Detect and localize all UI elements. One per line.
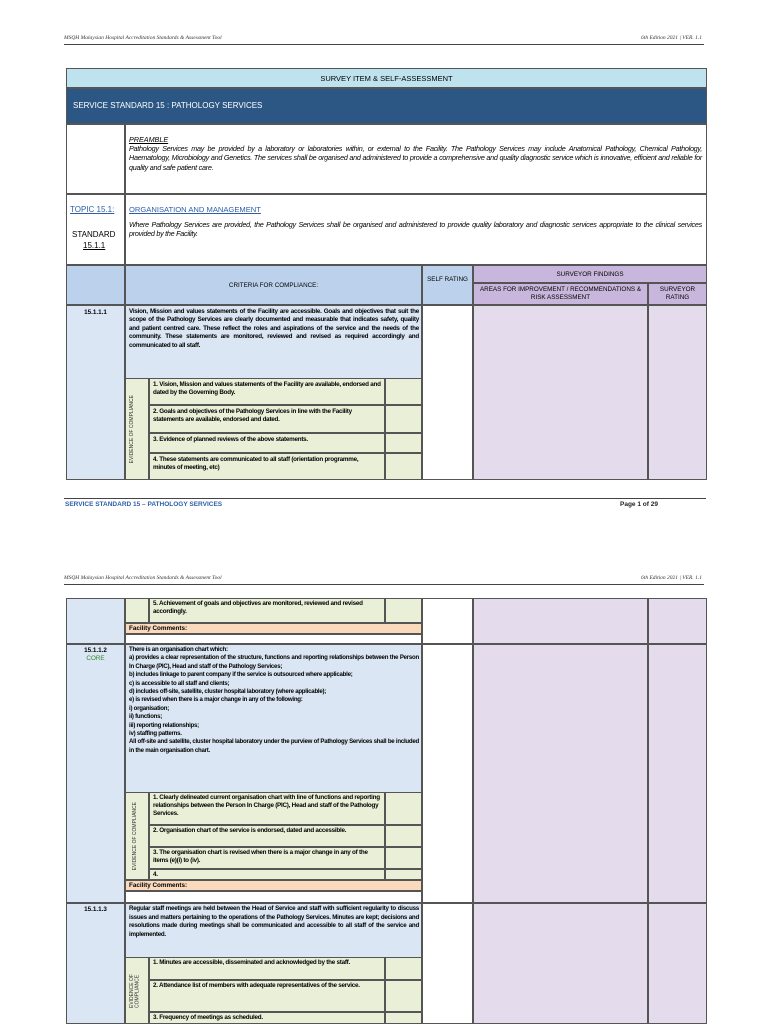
item2-id: 15.1.1.2 [84,647,107,654]
evidence-1: 1. Vision, Mission and values statements of the Facility are available, endorsed and dated by the Governing Body. [149,378,385,405]
item2-evidence-3: 3. The organisation chart is revised when there is a major change in any of the items (e)(i) to (iv). [149,847,385,869]
header-title-2: MSQH Malaysian Hospital Accreditation Standards & Assessment Tool [64,575,222,581]
standard-label: STANDARD [72,230,116,239]
item3-self-rating [422,903,473,1024]
evidence-3: 3. Evidence of planned reviews of the above statements. [149,433,385,453]
cont-evidence-label [125,598,149,623]
areas-header: AREAS FOR IMPROVEMENT / RECOMMENDATIONS & RISK ASSESSMENT [473,283,648,305]
item-id-cell: 15.1.1.1 [66,305,125,480]
item2-areas [473,644,648,903]
item2-id-cell [66,644,125,903]
item2-evidence-1: 1. Clearly delineated current organisation chart with line of functions and reporting relationships between the Person In Charge (PIC), Head and staff of the Pathology Services. [149,792,385,825]
item2-core: CORE [86,655,105,662]
facility-comments-2-input[interactable] [125,891,422,903]
cont-evidence-5-check [385,598,422,623]
cont-surveyor-rating [648,598,707,644]
standard-text: Where Pathology Services are provided, the Pathology Services shall be organised and administered to provide quality laboratory and diagnostic services appropriate to the clinical services provided by the Facility. [129,220,702,239]
item2-surveyor-rating [648,644,707,903]
cont-evidence-5: 5. Achievement of goals and objectives are monitored, reviewed and revised accordingly. [149,598,385,623]
item3-evidence-3: 3. Frequency of meetings as scheduled. [149,1012,385,1024]
item2-evidence-label-cell [125,792,149,880]
item2-evidence-4: 4. [149,869,385,880]
service-standard-bar: SERVICE STANDARD 15 : PATHOLOGY SERVICES [66,88,707,124]
item2-evidence-2-check [385,825,422,847]
surveyor-rating-header: SURVEYOR RATING [648,283,707,305]
facility-comments-2: Facility Comments: [125,880,422,891]
evidence-4: 4. These statements are communicated to all staff (orientation programme, minutes of meeting, etc) [149,453,385,480]
footer-page: Page 1 of 29 [620,501,658,508]
topic-title: ORGANISATION AND MANAGEMENT [129,205,261,214]
item2-criteria-text: There is an organisation chart which: a) provides a clear representation of the structure, functions and reporting relationships between the Person In Charge (PIC), Head and staff of the Pathology Services; b) includes linkage to parent company if the service is outsourced where applicable; c) is accessible to all staff and clients; d) includes off-site, satellite, cluster hospital laboratory (where applicable); e) is revised when there is a major change in any of the following: i) organisation; ii) functions; iii) reporting relationships; iv) staffing patterns. All off-site and satellite, cluster hospital laboratory under the purview of Pathology Services shall be included in the main organisation chart. [129,646,419,754]
item3-surveyor-rating [648,903,707,1024]
evidence-2: 2. Goals and objectives of the Pathology Services in line with the Facility statements are available, endorsed and dated. [149,405,385,433]
facility-comments-1: Facility Comments: [125,623,422,634]
item3-evidence-label: EVIDENCE OF COMPLIANCE [129,973,141,1008]
cont-areas [473,598,648,644]
item2-evidence-3-check [385,847,422,869]
facility-comments-1-input[interactable] [125,634,422,644]
item3-evidence-3-check [385,1012,422,1024]
survey-title-bar: SURVEY ITEM & SELF-ASSESSMENT [66,68,707,88]
item-criteria-text: Vision, Mission and values statements of the Facility are accessible. Goals and objectives that suit the scope of the Pathology Services are clearly documented and measurable that indicates safety, quality and patient centred care. These reflect the roles and aspirations of the service and the needs of the community. These statements are monitored, reviewed and revised as required accordingly and communicated to all staff. [129,308,419,349]
header-edition-2: 6th Edition 2021 | VER. 1.1 [641,575,702,581]
item3-evidence-1: 1. Minutes are accessible, disseminated and acknowledged by the staff. [149,957,385,980]
topic-label: TOPIC 15.1: [70,205,115,214]
criteria-header: CRITERIA FOR COMPLIANCE: [125,265,422,305]
footer-standard: SERVICE STANDARD 15 – PATHOLOGY SERVICES [65,501,223,508]
item3-id-cell: 15.1.1.3 [66,903,125,1024]
surveyor-findings-header: SURVEYOR FINDINGS [473,265,707,283]
item3-evidence-2-check [385,980,422,1012]
header-edition: 6th Edition 2021 | VER. 1.1 [641,35,702,41]
item2-self-rating [422,644,473,903]
header-title: MSQH Malaysian Hospital Accreditation Standards & Assessment Tool [64,35,222,41]
self-rating-header: SELF RATING [422,265,473,305]
standard-number: 15.1.1 [83,241,106,250]
cont-self-rating [422,598,473,644]
item3-evidence-1-check [385,957,422,980]
item2-evidence-1-check [385,792,422,825]
item2-evidence-4-check [385,869,422,880]
cont-id-cell [66,598,125,644]
page-header-2 [64,574,704,585]
item3-areas [473,903,648,1024]
preamble-title: PREAMBLE [129,135,169,144]
item3-criteria-text: Regular staff meetings are held between the Head of Service and staff with sufficient regularity to discuss issues and matters pertaining to the operations of the Pathology Services. Minutes are kept; decisions and resolutions made during meetings shall be communicated and accessible to all staff of the service and implemented. [129,905,419,938]
item2-evidence-2: 2. Organisation chart of the service is endorsed, dated and accessible. [149,825,385,847]
item3-evidence-2: 2. Attendance list of members with adequate representatives of the service. [149,980,385,1012]
evidence-label: EVIDENCE OF COMPLIANCE [129,394,135,464]
item2-evidence-label: EVIDENCE OF COMPLIANCE [132,801,138,871]
preamble-text: Pathology Services may be provided by a laboratory or laboratories within, or external to the Facility. The Pathology Services may include Anatomical Pathology, Chemical Pathology, Haematology, Microbiology and Genetics. The services shall be organised and administered to provide a comprehensive and quality diagnostic service which is innovative, efficient and reliable for quality and safe patient care. [129,144,702,172]
item3-evidence-label-cell [125,957,149,1024]
